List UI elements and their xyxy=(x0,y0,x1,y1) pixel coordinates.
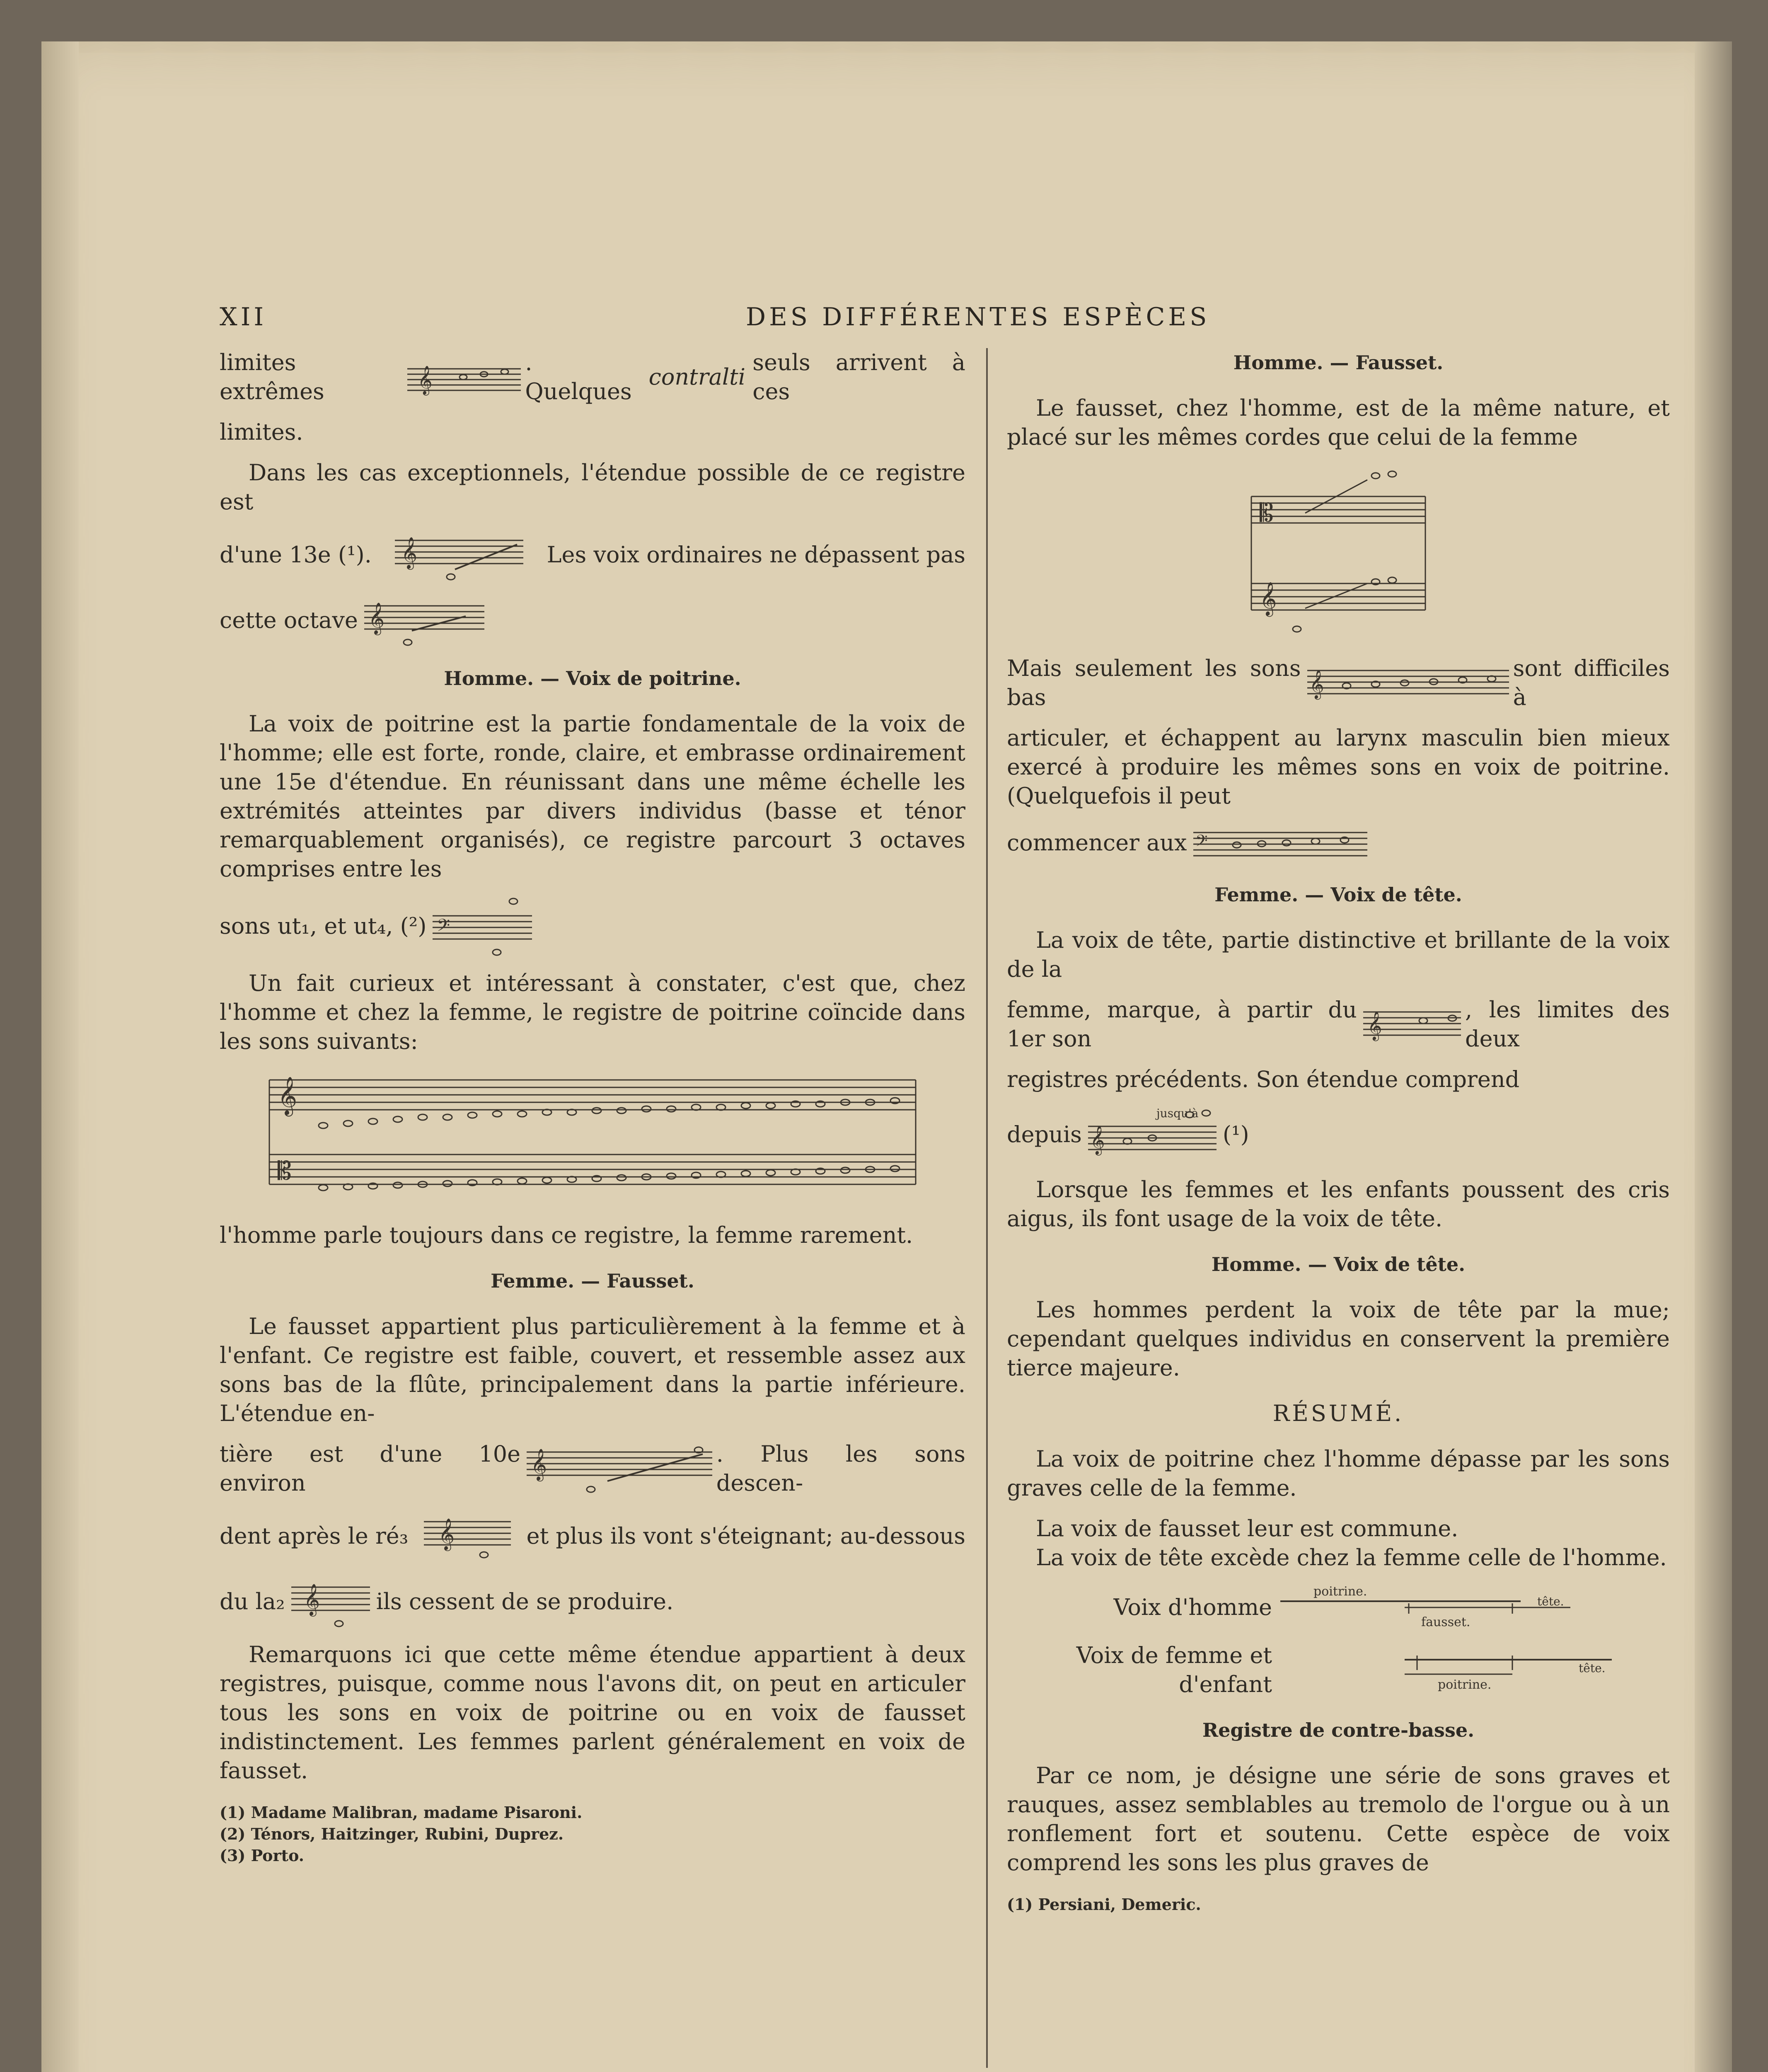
label-poitrine: poitrine. xyxy=(1313,1585,1367,1599)
running-title: DES DIFFÉRENTES ESPÈCES xyxy=(746,303,1210,332)
svg-text:𝄞: 𝄞 xyxy=(417,366,433,395)
text: Mais seulement les sons bas xyxy=(1007,655,1301,710)
text: . Quelques xyxy=(525,349,632,404)
music-staff-bass xyxy=(1191,822,1369,864)
text: sons ut₁, et ut₄, (²) xyxy=(220,913,427,939)
left-p6d-row xyxy=(220,1509,965,1563)
text: , les limites des deux xyxy=(1465,997,1670,1052)
text: tière est d'une 10e environ xyxy=(220,1441,521,1496)
range-diagram-femme xyxy=(1280,1647,1620,1693)
music-grand-staff xyxy=(1243,463,1434,637)
music-staff xyxy=(525,1440,712,1498)
left-p6: Le fausset appartient plus particulièrement à la femme et à l'enfant. Ce registre est faible, couvert, et ressemble assez aux sons bas de la flûte, principalement dans la partie inférieure. L'étendue en- xyxy=(220,1313,965,1426)
page-edge xyxy=(1695,41,1732,2072)
text: . Plus les sons descen- xyxy=(716,1441,965,1496)
svg-text:𝄡: 𝄡 xyxy=(1260,499,1274,528)
svg-text:𝄞: 𝄞 xyxy=(368,602,385,634)
diagram-label: Voix d'homme xyxy=(1113,1594,1272,1620)
left-p2d-row xyxy=(220,593,965,647)
label-tete: tête. xyxy=(1579,1661,1606,1675)
svg-text:𝄢: 𝄢 xyxy=(1195,831,1208,854)
svg-text:𝄞: 𝄞 xyxy=(401,537,418,569)
text: depuis xyxy=(1007,1121,1082,1147)
svg-text:𝄞: 𝄞 xyxy=(531,1448,547,1480)
svg-text:𝄞: 𝄞 xyxy=(1367,1011,1382,1040)
left-p5: l'homme parle toujours dans ce registre, la femme rarement. xyxy=(220,1222,913,1248)
footnote: (1) Persiani, Demeric. xyxy=(1007,1895,1201,1914)
book-page xyxy=(41,41,1732,2072)
diagram-homme xyxy=(1007,1585,1670,1630)
text: femme, marque, à partir du 1er son xyxy=(1007,997,1357,1052)
footnote: (1) Madame Malibran, madame Pisaroni. xyxy=(220,1803,583,1822)
music-staff xyxy=(405,358,521,396)
right-p2d-row xyxy=(1007,822,1670,864)
footnote: (2) Ténors, Haitzinger, Rubini, Duprez. xyxy=(220,1825,564,1843)
text: sont difficiles à xyxy=(1513,655,1670,710)
music-staff xyxy=(422,1509,513,1563)
left-p1 xyxy=(220,348,965,406)
page-number: XII xyxy=(220,303,267,332)
music-staff xyxy=(1086,1106,1219,1164)
right-p2c: articuler, et échappent au larynx masculin bien mieux exercé à produire les mêmes sons en voix de poitrine. (Quelquefois il peut xyxy=(1007,725,1670,809)
music-staff xyxy=(1361,1002,1461,1047)
label-tete: tête. xyxy=(1537,1595,1564,1608)
left-p3: La voix de poitrine est la partie fondamentale de la voix de l'homme; elle est forte, ronde, claire, et embrasse ordinairement une 15e d'étendue. En réunissant dans une même échelle les extrémités atteintes par divers individus (basse et ténor remarquablement organisés), ce registre parcourt 3 octaves comprises entre les xyxy=(220,711,965,882)
text: limites extrêmes xyxy=(220,349,324,404)
left-p4: Un fait curieux et intéressant à constater, c'est que, chez l'homme et chez la femme, le registre de poitrine coïncide dans les sons suivants: xyxy=(220,970,965,1054)
music-staff-bass xyxy=(431,895,534,957)
text: cette octave xyxy=(220,607,358,633)
page-gutter xyxy=(41,41,79,2072)
right-column xyxy=(1007,348,1670,1915)
heading-femme-fausset: Femme. — Fausset. xyxy=(491,1270,694,1292)
text: ils cessent de se produire. xyxy=(376,1588,674,1615)
left-p2-row xyxy=(220,528,965,582)
heading-homme-tete: Homme. — Voix de tête. xyxy=(1211,1253,1466,1276)
text-italic: contralti xyxy=(648,364,746,390)
svg-text:𝄡: 𝄡 xyxy=(278,1157,292,1186)
music-staff xyxy=(362,593,486,647)
left-p3b-row xyxy=(220,895,965,957)
svg-text:𝄞: 𝄞 xyxy=(438,1518,455,1550)
left-p2: Dans les cas exceptionnels, l'étendue possible de ce registre est xyxy=(220,460,965,515)
label-fausset: fausset. xyxy=(1421,1615,1471,1629)
diagram-label: Voix de femme et d'enfant xyxy=(1076,1642,1272,1697)
diagram-femme xyxy=(1007,1641,1670,1699)
text: du la₂ xyxy=(220,1588,285,1615)
range-diagram-homme xyxy=(1280,1585,1620,1630)
right-p3e-row xyxy=(1007,1106,1670,1164)
right-p2-row xyxy=(1007,654,1670,712)
right-p4: Lorsque les femmes et les enfants poussent des cris aigus, ils font usage de la voix de tête. xyxy=(1007,1176,1670,1232)
music-staff xyxy=(393,528,525,582)
text: d'une 13e (¹). xyxy=(220,542,372,568)
text: Les voix ordinaires ne dépassent pas xyxy=(547,542,965,568)
resume-line: La voix de tête excède chez la femme celle de l'homme. xyxy=(1036,1544,1667,1571)
left-p6b-row xyxy=(220,1440,965,1498)
label-poitrine: poitrine. xyxy=(1438,1677,1492,1692)
left-p7: Remarquons ici que cette même étendue appartient à deux registres, puisque, comme nous l'avons dit, on peut en articuler tous les sons en voix de poitrine ou en voix de fausset indistinctement. Les femmes parlent généralement en voix de fausset. xyxy=(220,1641,965,1784)
heading-homme-poitrine: Homme. — Voix de poitrine. xyxy=(444,667,741,690)
text: (¹) xyxy=(1222,1121,1249,1147)
svg-text:𝄞: 𝄞 xyxy=(1090,1126,1105,1155)
right-p5: Les hommes perdent la voix de tête par la mue; cependant quelques individus en conservent la première tierce majeure. xyxy=(1007,1297,1670,1381)
left-p1-end: limites. xyxy=(220,419,303,445)
right-p3b-row xyxy=(1007,995,1670,1053)
music-grand-staff xyxy=(261,1067,924,1204)
footnote: (3) Porto. xyxy=(220,1846,305,1865)
heading-homme-fausset: Homme. — Fausset. xyxy=(1233,351,1444,374)
right-p3d: registres précédents. Son étendue comprend xyxy=(1007,1066,1520,1092)
svg-text:𝄞: 𝄞 xyxy=(278,1076,297,1115)
left-column xyxy=(220,348,965,1866)
text: commencer aux xyxy=(1007,830,1187,856)
music-staff xyxy=(1305,660,1509,706)
resume-line: La voix de fausset leur est commune. xyxy=(1036,1515,1458,1542)
music-staff xyxy=(289,1575,372,1629)
column-divider xyxy=(986,348,988,2068)
svg-text:𝄞: 𝄞 xyxy=(1309,670,1324,699)
footnotes-left xyxy=(220,1802,965,1866)
heading-resume: RÉSUMÉ. xyxy=(1272,1400,1404,1426)
right-p6: Par ce nom, je désigne une série de sons graves et rauques, assez semblables au tremolo de l'orgue ou à un ronflement fort et soutenu. Cette espèce de voix comprend les sons les plus graves de xyxy=(1007,1762,1670,1876)
svg-text:𝄞: 𝄞 xyxy=(303,1583,320,1615)
jusqua-label: jusqu'à xyxy=(1156,1106,1199,1120)
text: seuls arrivent à ces xyxy=(752,349,966,404)
svg-text:𝄢: 𝄢 xyxy=(437,915,450,939)
text: dent après le ré₃ xyxy=(220,1523,409,1549)
left-p6f-row xyxy=(220,1575,965,1629)
text: et plus ils vont s'éteignant; au-dessous xyxy=(526,1523,965,1549)
heading-contre-basse: Registre de contre-basse. xyxy=(1202,1719,1475,1741)
heading-femme-tete: Femme. — Voix de tête. xyxy=(1214,884,1462,906)
resume-line: La voix de poitrine chez l'homme dépasse par les sons graves celle de la femme. xyxy=(1007,1446,1670,1501)
right-p1: Le fausset, chez l'homme, est de la même nature, et placé sur les mêmes cordes que celui de la femme xyxy=(1007,395,1670,450)
svg-text:𝄞: 𝄞 xyxy=(1260,581,1277,615)
right-p3a: La voix de tête, partie distinctive et brillante de la voix de la xyxy=(1007,927,1670,982)
